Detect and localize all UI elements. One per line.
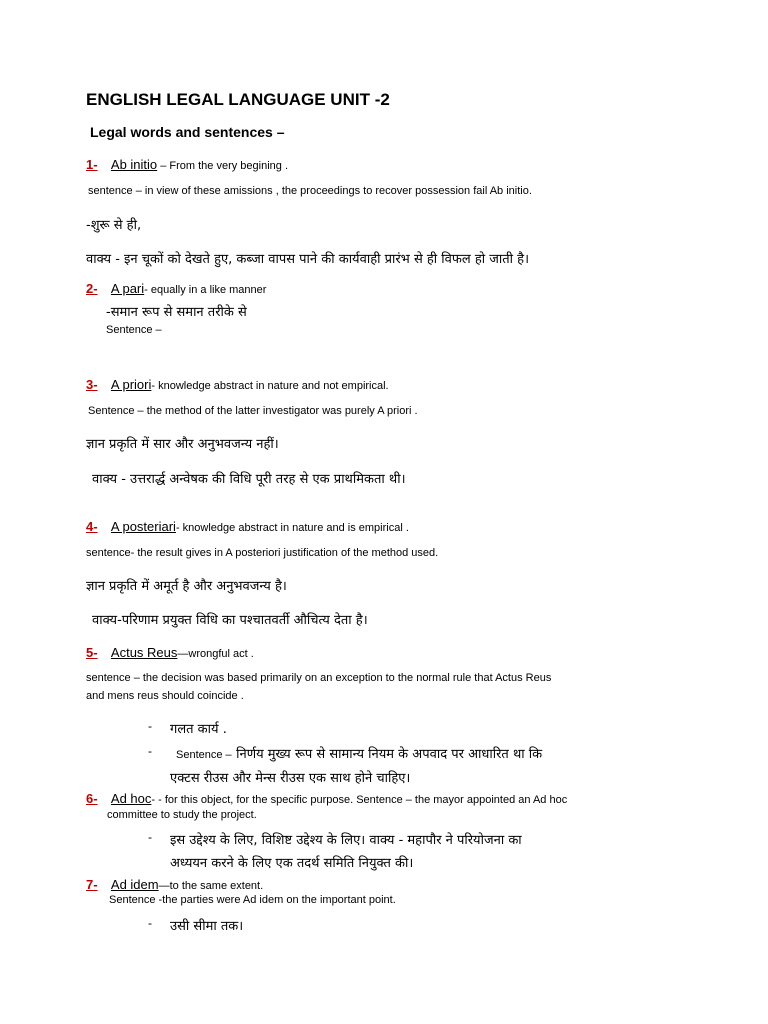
entry-5-hindi-sentence-line2: एक्टस रीउस और मेन्स रीउस एक साथ होने चाहिए। [170, 771, 411, 786]
entry-7-sentence: Sentence -the parties were Ad idem on the important point. [109, 894, 396, 906]
bullet-dash: - [148, 744, 152, 758]
section-subtitle: Legal words and sentences – [90, 124, 285, 140]
entry-definition: - knowledge abstract in nature and not empirical. [151, 380, 389, 392]
entry-term: Ad hoc [110, 791, 152, 806]
entry-3-sentence: Sentence – the method of the latter investigator was purely A priori . [88, 405, 418, 417]
entry-1-hindi-sentence: वाक्य - इन चूकों को देखते हुए, कब्जा वापस पाने की कार्यवाही प्रारंभ से ही विफल हो जाती है। [86, 252, 529, 267]
document-title: ENGLISH LEGAL LANGUAGE UNIT -2 [86, 90, 390, 109]
entry-7-heading [86, 876, 263, 894]
entry-definition: - equally in a like manner [144, 284, 267, 296]
entry-6-hindi-line2: अध्ययन करने के लिए एक तदर्थ समिति नियुक्त की। [170, 856, 414, 871]
entry-term: A posteriari [110, 519, 176, 534]
bullet-dash: - [148, 719, 152, 733]
entry-number: 3- [86, 377, 98, 392]
entry-term: Ad idem [110, 877, 159, 892]
entry-1-sentence: sentence – in view of these amissions , the proceedings to recover possession fail Ab initio. [88, 185, 532, 197]
entry-2-sentence: Sentence – [106, 324, 162, 336]
entry-5-sentence-line1: sentence – the decision was based primarily on an exception to the normal rule that Actus Reus [86, 672, 552, 684]
entry-number: 1- [86, 157, 98, 172]
sentence-label: Sentence – [176, 749, 232, 761]
entry-3-hindi-sentence: वाक्य - उत्तरार्द्ध अन्वेषक की विधि पूरी तरह से एक प्राथमिकता थी। [92, 472, 406, 487]
entry-1-heading [86, 156, 288, 174]
entry-3-heading [86, 376, 389, 394]
entry-number: 2- [86, 281, 98, 296]
entry-term: Ab initio [110, 157, 158, 172]
entry-5-hindi-sentence-line1 [176, 744, 542, 763]
entry-4-heading [86, 518, 409, 536]
entry-definition: - - for this object, for the specific purpose. Sentence – the mayor appointed an Ad hoc [151, 794, 568, 806]
entry-7-hindi-meaning: उसी सीमा तक। [170, 919, 244, 934]
bullet-dash: - [148, 916, 152, 930]
entry-number: 7- [86, 877, 98, 892]
entry-4-sentence: sentence- the result gives in A posteriori justification of the method used. [86, 547, 439, 559]
entry-1-hindi-meaning: -शुरू से ही, [86, 218, 142, 233]
entry-6-heading [86, 790, 567, 808]
hindi-text: निर्णय मुख्य रूप से सामान्य नियम के अपवाद पर आधारित था कि [236, 747, 543, 762]
entry-definition: - knowledge abstract in nature and is empirical . [175, 522, 409, 534]
entry-definition: —wrongful act . [177, 648, 254, 660]
entry-term: A priori [110, 377, 152, 392]
entry-6-definition-line2: committee to study the project. [107, 809, 257, 821]
entry-5-hindi-meaning: गलत कार्य . [170, 722, 227, 737]
entry-number: 4- [86, 519, 98, 534]
bullet-dash: - [148, 830, 152, 844]
entry-5-heading [86, 644, 254, 662]
entry-4-hindi-sentence: वाक्य-परिणाम प्रयुक्त विधि का पश्चातवर्ती औचित्य देता है। [92, 613, 368, 628]
entry-number: 6- [86, 791, 98, 806]
entry-definition: – From the very begining . [157, 160, 288, 172]
entry-6-hindi-line1: इस उद्देश्य के लिए, विशिष्ट उद्देश्य के लिए। वाक्य - महापौर ने परियोजना का [170, 833, 522, 848]
entry-2-heading [86, 280, 266, 298]
entry-3-hindi-meaning: ज्ञान प्रकृति में सार और अनुभवजन्य नहीं। [86, 437, 279, 452]
entry-5-sentence-line2: and mens reus should coincide . [86, 690, 244, 702]
entry-4-hindi-meaning: ज्ञान प्रकृति में अमूर्त है और अनुभवजन्य है। [86, 579, 287, 594]
entry-term: A pari [110, 281, 145, 296]
entry-definition: —to the same extent. [158, 880, 264, 892]
entry-number: 5- [86, 645, 98, 660]
entry-term: Actus Reus [110, 645, 178, 660]
entry-2-hindi-meaning: -समान रूप से समान तरीके से [106, 305, 247, 320]
